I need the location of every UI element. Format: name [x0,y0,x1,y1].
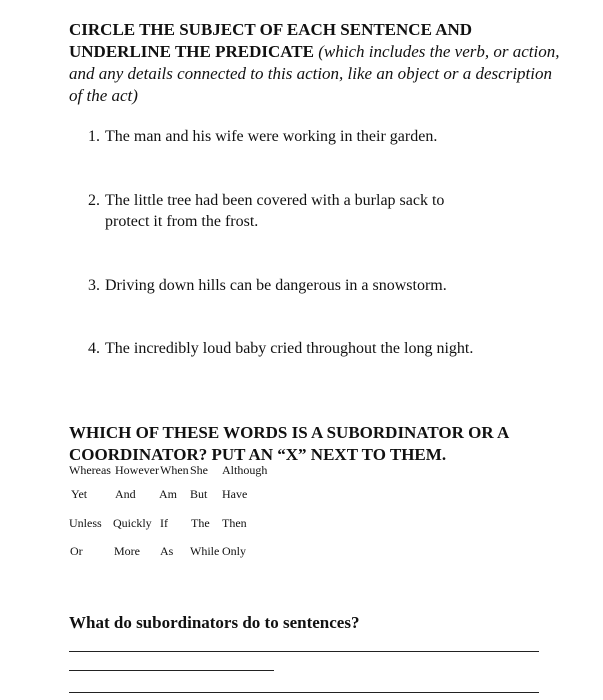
word-item: Or [70,544,83,558]
word-item: Then [222,516,247,530]
word-item: Unless [69,516,102,530]
sentence-text: The little tree had been covered with a burlap sack to [105,192,445,209]
sentence-text: Driving down hills can be dangerous in a snowstorm. [105,277,447,294]
word-item: But [190,487,208,501]
word-item: Quickly [113,516,152,530]
answer-line [69,670,274,671]
word-item: And [115,487,136,501]
sentence-number: 2. [88,192,100,209]
word-item: She [190,463,208,477]
word-item: Yet [71,487,88,501]
word-item: When [160,463,189,477]
word-item: The [191,516,210,530]
word-item: Only [222,544,246,558]
word-sort-heading: WHICH OF THESE WORDS IS A SUBORDINATOR OR A COORDINATOR? PUT AN “X” NEXT TO THEM. [69,423,509,464]
sentence-number: 4. [88,340,100,357]
sentence-text: The man and his wife were working in their garden. [105,128,438,145]
sentence-text-continued: protect it from the frost. [105,213,259,230]
instructions-heading-italic: (which includes the verb, or action, and any details connected to this action, like an object or a description of the act) [69,42,560,105]
word-item: Whereas [69,463,111,477]
word-item: However [115,463,159,477]
answer-line [69,692,539,693]
word-item: Am [159,487,177,501]
instructions-heading [69,19,569,107]
word-item: Although [222,463,268,477]
sentence-number: 1. [88,128,100,145]
word-item: While [190,544,220,558]
sentence-text: The incredibly loud baby cried throughout the long night. [105,340,474,357]
word-item: If [160,516,168,530]
instructions-heading-bold: CIRCLE THE SUBJECT OF EACH SENTENCE AND UNDERLINE THE PREDICATE [69,20,473,61]
sentence-number: 3. [88,277,100,294]
word-item: More [114,544,140,558]
question-text: What do subordinators do to sentences? [69,613,360,632]
answer-line [69,651,539,652]
word-item: Have [222,487,248,501]
word-item: As [160,544,174,558]
